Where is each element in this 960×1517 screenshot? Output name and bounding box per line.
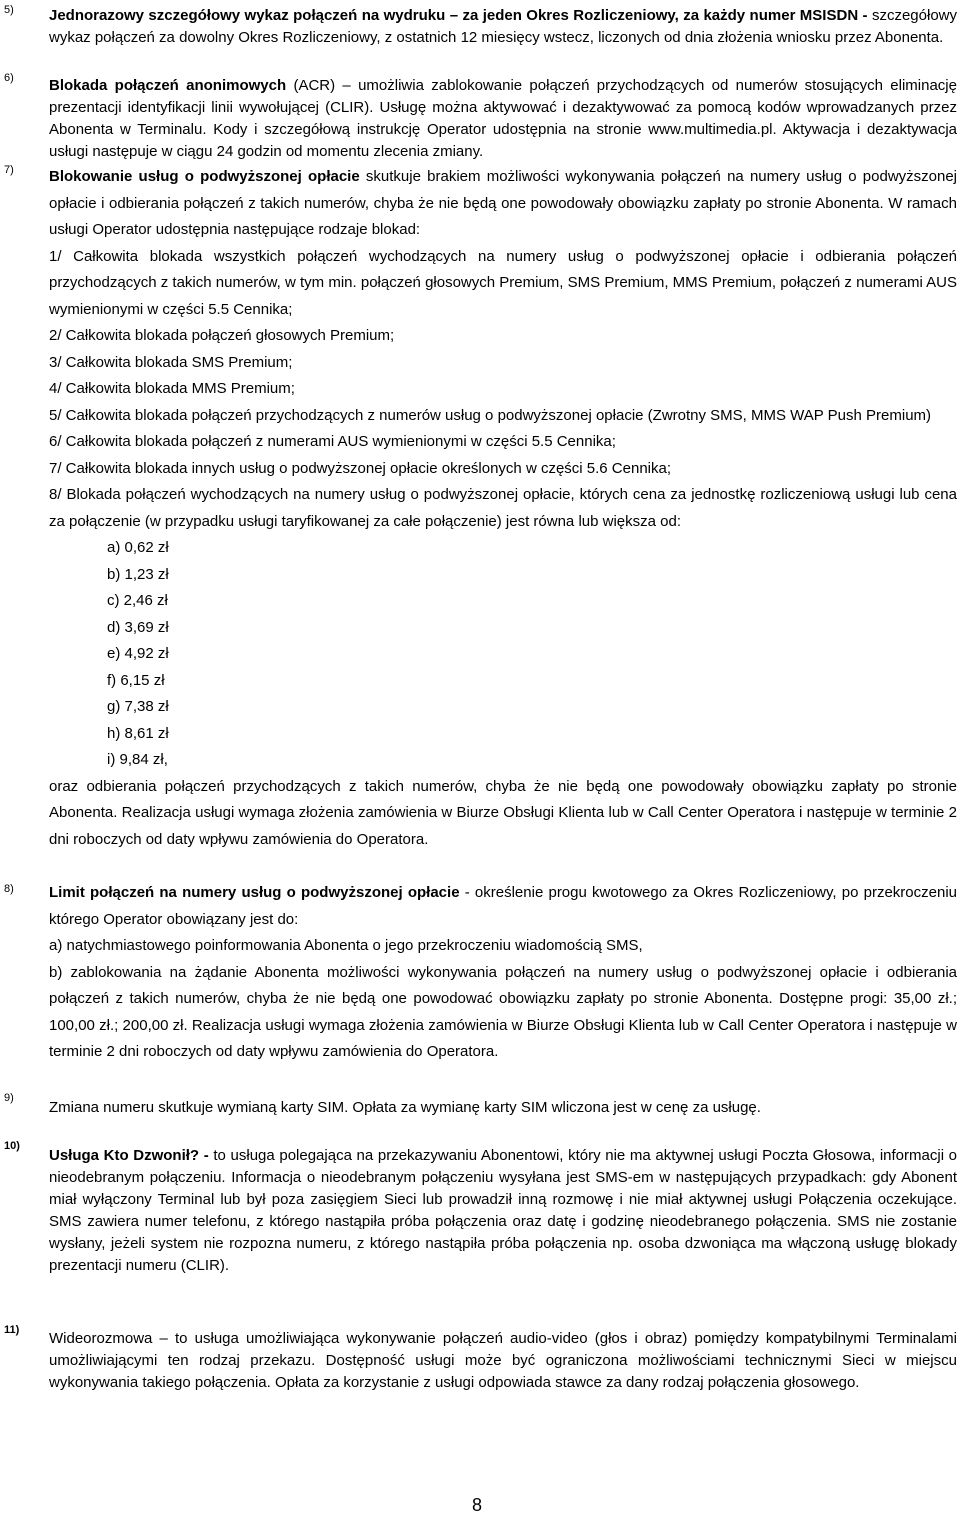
item-10-paragraph (49, 1145, 957, 1277)
item-7-closing: oraz odbierania połączeń przychodzących z takich numerów, chyba że nie będą one powodowały obowiązku zapłaty po stronie Abonenta. Realizacja usługi wymaga złożenia zamówienia w Biurze Obsługi Klienta lub w Call Center Operatora i następuje w terminie 2 dni roboczych od daty wpływu zamówienia do Operatora. (49, 777, 957, 848)
item-7-intro (49, 164, 957, 244)
item-number-9: 9) (4, 1092, 14, 1104)
price-threshold-item: h) 8,61 zł (107, 724, 169, 742)
item-8-title: Limit połączeń na numery usług o podwyższonej opłacie (49, 884, 460, 901)
item-6-text: (ACR) – umożliwia zablokowanie połączeń przychodzących od numerów stosujących eliminację prezentacji identyfikacji linii wywołującej (CLIR). Usługę można aktywować i dezaktywować za pomocą kodów wprowadzanych przez Abonenta w Terminalu. Kody i szczegółową instrukcję Operator udostępnia na stronie www.multimedia.pl. Aktywacja i dezaktywacja usługi następuje w ciągu 24 godzin od momentu zlecenia zmiany. (49, 77, 957, 160)
price-threshold-item: c) 2,46 zł (107, 592, 168, 609)
limit-sub-item: b) zablokowania na żądanie Abonenta możliwości wykonywania połączeń na numery usług o podwyższonej opłacie i odbierania połączeń z takich numerów, chyba że nie będą one powodować obowiązku zapłaty po stronie Abonenta. Dostępne progi: 35,00 zł.; 100,00 zł.; 200,00 zł. Realizacja usługi wymaga złożenia zamówienia w Biurze Obsługi Klienta lub w Call Center Operatora i następuje w terminie 2 dni roboczych od daty wpływu zamówienia do Operatora. (49, 963, 957, 1060)
item-8-text: - określenie progu kwotowego za Okres Rozliczeniowy, po przekroczeniu którego Operator obowiązany jest do: (49, 884, 957, 928)
item-7-text: skutkuje brakiem możliwości wykonywania połączeń na numery usług o podwyższonej opłacie i odbierania połączeń z takich numerów, chyba że nie będą one powodowały obowiązku zapłaty po stronie Abonenta. W ramach usługi Operator udostępnia następujące rodzaje blokad: (49, 168, 958, 238)
item-number-8: 8) (4, 883, 14, 895)
price-threshold-item: e) 4,92 zł (107, 645, 169, 662)
item-6-title: Blokada połączeń anonimowych (49, 77, 287, 94)
blockade-list-item: 8/ Blokada połączeń wychodzących na numery usług o podwyższonej opłacie, których cena za jednostkę rozliczeniową usługi lub cena za połączenie (w przypadku usługi taryfikowanej za całe połączenie) jest równa lub większa od: (49, 486, 957, 530)
item-11-paragraph (49, 1328, 957, 1394)
blockade-list-item: 5/ Całkowita blokada połączeń przychodzących z numerów usług o podwyższonej opłacie (Zwrotny SMS, MMS WAP Push Premium) (49, 406, 932, 424)
blockade-list-item: 3/ Całkowita blokada SMS Premium; (49, 353, 293, 371)
blockade-list-item: 7/ Całkowita blokada innych usług o podwyższonej opłacie określonych w części 5.6 Cennika; (49, 459, 672, 477)
limit-sub-item: a) natychmiastowego poinformowania Abonenta o jego przekroczeniu wiadomością SMS, (49, 937, 643, 954)
item-7-section (49, 164, 957, 853)
item-6-paragraph (49, 75, 957, 163)
blockade-list-item: 1/ Całkowita blokada wszystkich połączeń wychodzących na numery usług o podwyższonej opłacie i odbierania połączeń przychodzących z takich numerów, w tym min. połączeń głosowych Premium, SMS Premium, MMS Premium, połączeń z numerami AUS wymienionymi w części 5.5 Cennika; (49, 247, 957, 318)
item-number-11: 11) (4, 1324, 20, 1336)
item-8-intro (49, 880, 957, 933)
blockade-list-item: 2/ Całkowita blokada połączeń głosowych Premium; (49, 327, 395, 344)
price-threshold-item: i) 9,84 zł, (107, 751, 168, 768)
item-number-6: 6) (4, 72, 14, 84)
page-number: 8 (472, 1495, 483, 1515)
item-number-5: 5) (4, 4, 14, 16)
price-threshold-item: g) 7,38 zł (107, 698, 169, 715)
price-threshold-item: f) 6,15 zł (107, 671, 165, 689)
item-9-text: Zmiana numeru skutkuje wymianą karty SIM. Opłata za wymianę karty SIM wliczona jest w cenę za usługę. (49, 1099, 761, 1116)
item-9-paragraph (49, 1095, 957, 1122)
price-threshold-item: b) 1,23 zł (107, 565, 169, 583)
item-5-text: szczegółowy wykaz połączeń za dowolny Okres Rozliczeniowy, z ostatnich 12 miesięcy wstecz, liczonych od dnia złożenia wniosku przez Abonenta. (49, 7, 958, 46)
item-number-10: 10) (4, 1140, 20, 1152)
price-threshold-item: a) 0,62 zł (107, 539, 169, 556)
item-8-section (49, 880, 957, 1066)
price-threshold-item: d) 3,69 zł (107, 618, 169, 636)
item-10-title: Usługa Kto Dzwonił? - (49, 1147, 209, 1164)
item-5-title: Jednorazowy szczegółowy wykaz połączeń na wydruku – za jeden Okres Rozliczeniowy, za każdy numer MSISDN - (49, 7, 868, 24)
item-7-title: Blokowanie usług o podwyższonej opłacie (49, 168, 360, 185)
item-5-paragraph (49, 5, 957, 49)
item-10-text: to usługa polegająca na przekazywaniu Abonentowi, który nie ma aktywnej usługi Poczta Głosowa, informacji o nieodebranym połączeniu. Informacja o nieodebranym połączeniu wysyłana jest SMS-em w następujących przypadkach: gdy Abonent miał wyłączony Terminal lub był poza zasięgiem Sieci lub prowadził inną rozmowę i nie miał aktywnej usługi Połączenia oczekujące. SMS zawiera numer telefonu, z którego nastąpiła próba połączenia oraz datę i godzinę nieodebranego połączenia. SMS nie zostanie wysłany, jeżeli system nie rozpozna numeru, z którego nastąpiła próba połączenia np. osoba dzwoniąca ma włączoną usługę blokady prezentacji numeru (CLIR). (49, 1147, 957, 1274)
blockade-list-item: 4/ Całkowita blokada MMS Premium; (49, 380, 295, 397)
blockade-list-item: 6/ Całkowita blokada połączeń z numerami AUS wymienionymi w części 5.5 Cennika; (49, 433, 616, 450)
item-number-7: 7) (4, 164, 14, 176)
item-11-text: Wideorozmowa – to usługa umożliwiająca wykonywanie połączeń audio-video (głos i obraz) pomiędzy kompatybilnymi Terminalami umożliwiającymi ten rodzaj przekazu. Dostępność usługi może być ograniczona możliwościami technicznymi Sieci w miejscu wykonywania takiego połączenia. Opłata za korzystanie z usługi odpowiada stawce za dany rodzaj połączenia głosowego. (49, 1330, 957, 1391)
